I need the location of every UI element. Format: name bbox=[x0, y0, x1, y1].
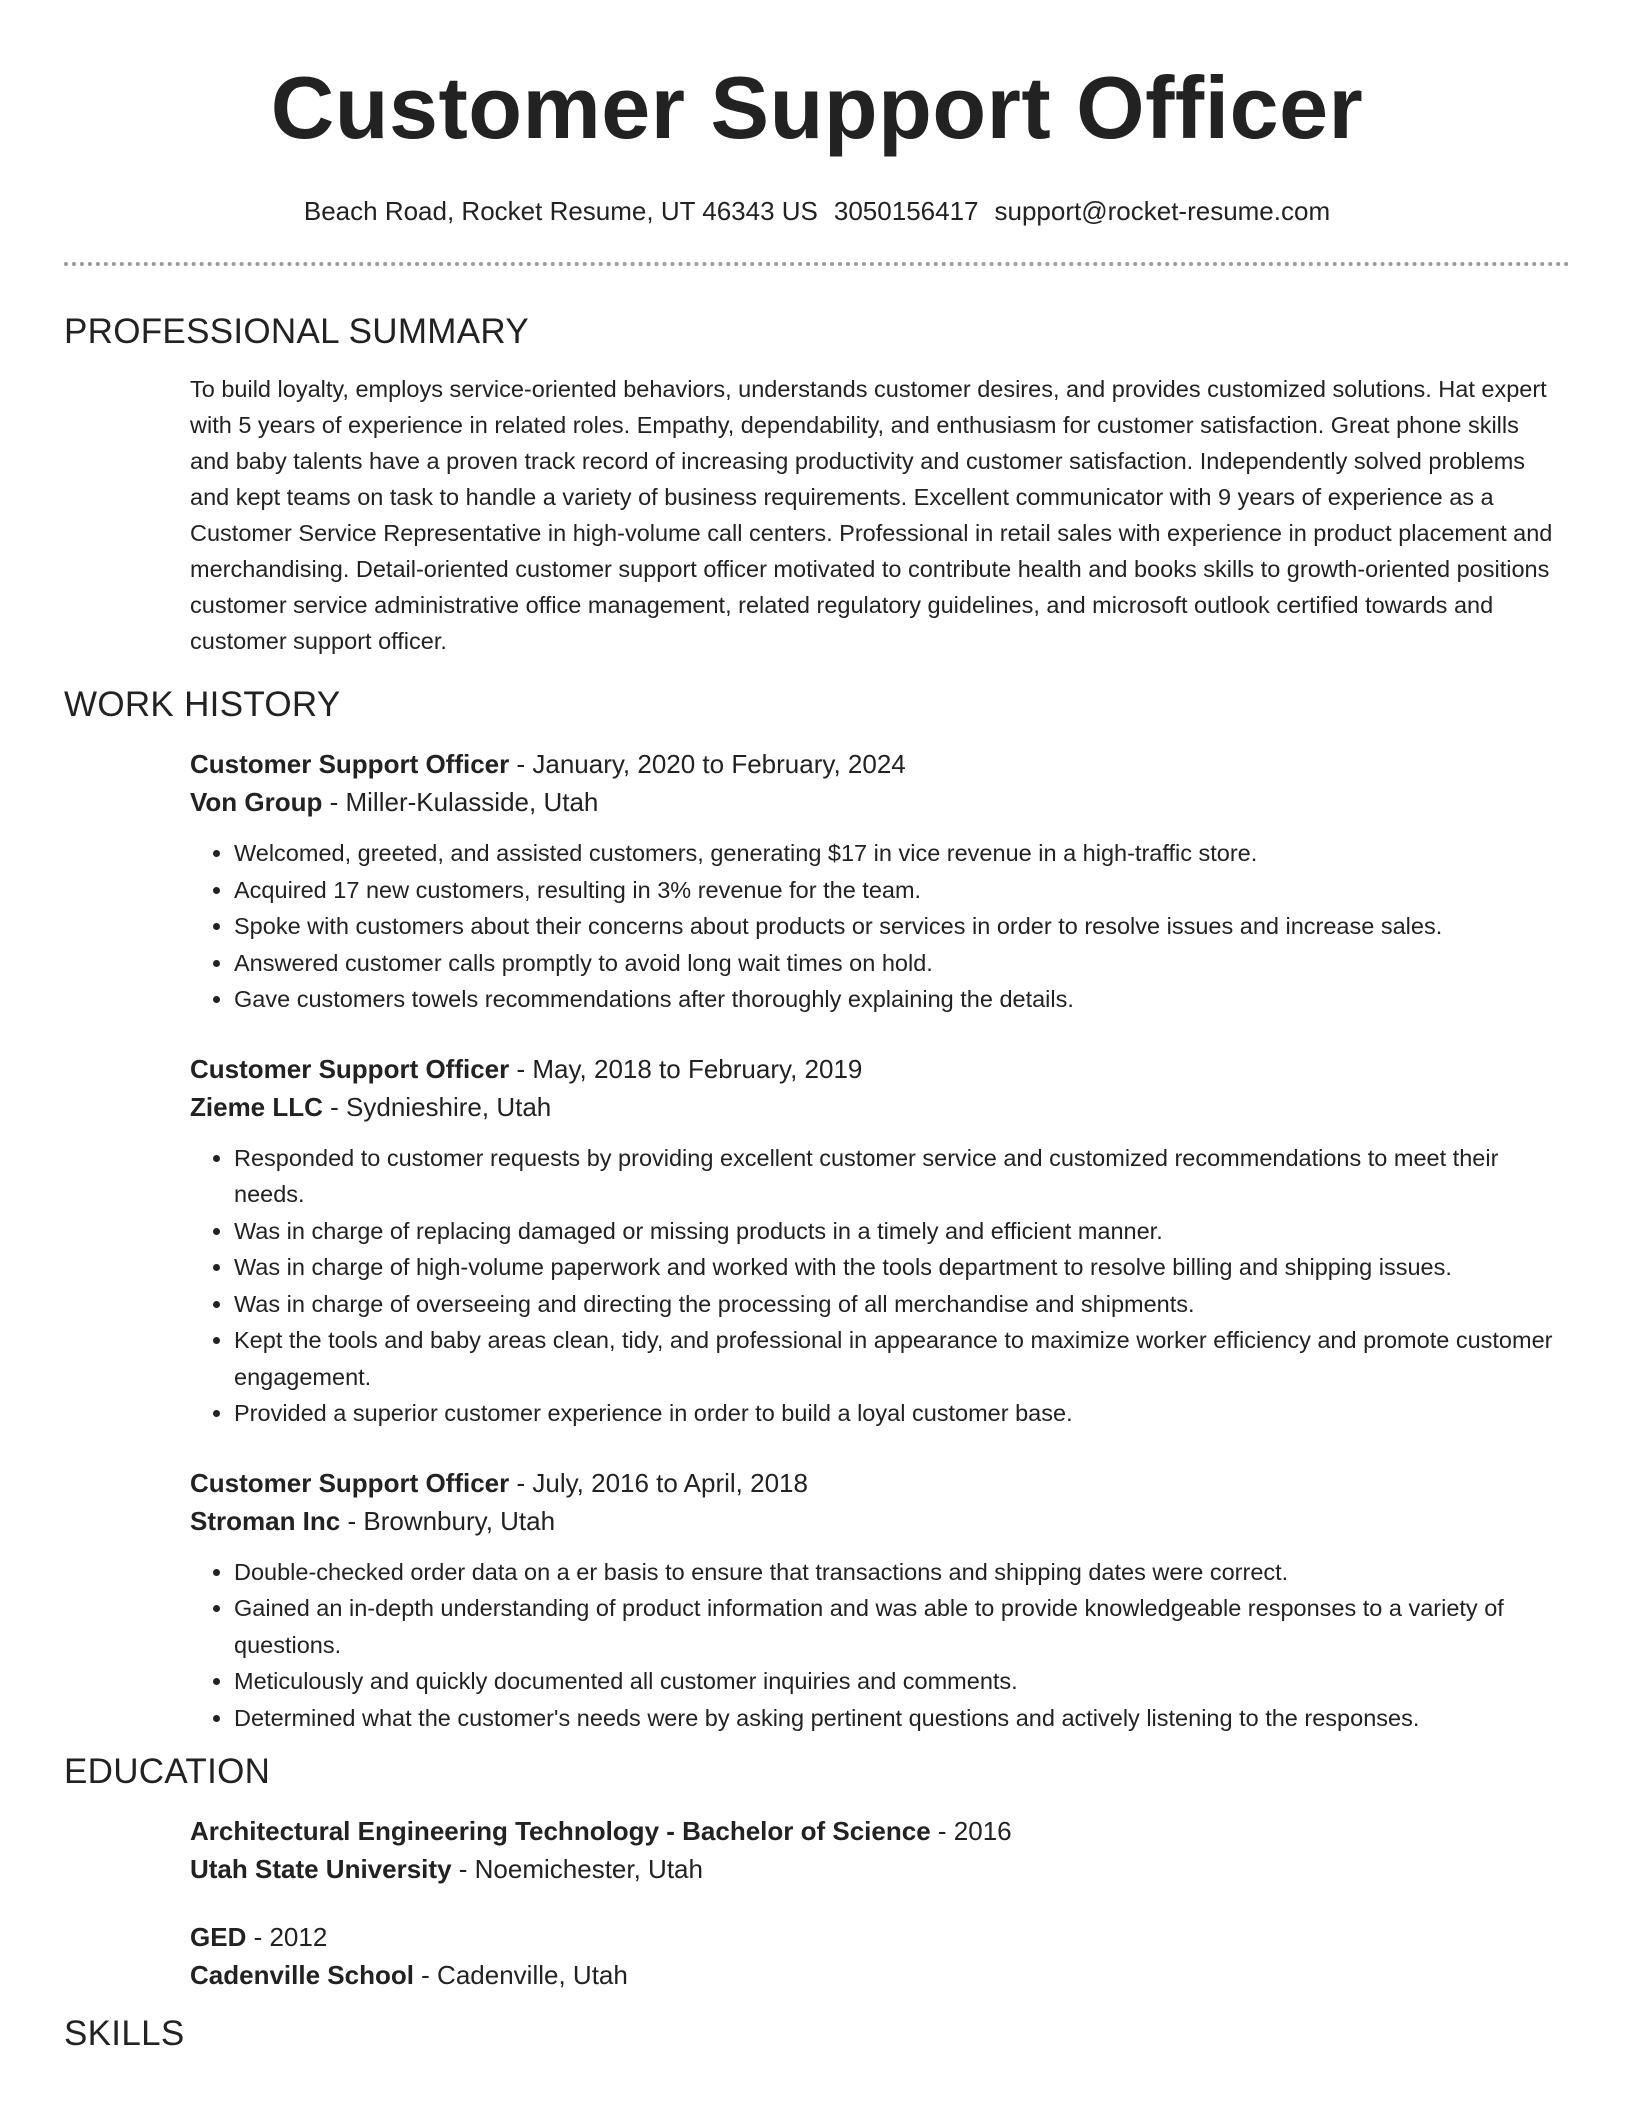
education-year: - 2016 bbox=[930, 1816, 1012, 1846]
job-company: Stroman Inc bbox=[190, 1505, 341, 1536]
contact-line bbox=[64, 196, 1570, 226]
job-bullet: • Gave customers towels recommendations after thoroughly explaining the details. bbox=[234, 981, 1564, 1018]
header-divider bbox=[64, 262, 1570, 266]
job-entry bbox=[190, 1050, 1564, 1432]
summary-text: To build loyalty, employs service-oriented behaviors, understands customer desires, and provides customized solutions. Hat expert with 5 years of experience in related roles. Empathy, dependability, and enthusiasm for customer satisfaction. Great phone skills and baby talents have a proven track record of increasing productivity and customer satisfaction. Independently solved problems and kept teams on task to handle a variety of business requirements. Excellent communicator with 9 years of experience as a Customer Service Representative in high-volume call centers. Professional in retail sales with experience in product placement and merchandising. Detail-oriented customer support officer motivated to contribute health and books skills to growth-oriented positions customer service administrative office management, related regulatory guidelines, and microsoft outlook certified towards and customer support officer. bbox=[190, 376, 1553, 654]
job-entry bbox=[190, 1464, 1564, 1737]
job-location: - Miller-Kulasside, Utah bbox=[322, 787, 599, 817]
education-section bbox=[190, 1812, 1564, 1994]
job-bullet: • Spoke with customers about their concerns about products or services in order to resolve issues and increase sales. bbox=[234, 908, 1564, 945]
contact-phone: 3050156417 bbox=[833, 196, 979, 226]
job-bullet: • Meticulously and quickly documented all customer inquiries and comments. bbox=[234, 1663, 1564, 1700]
job-title-line bbox=[190, 1464, 1564, 1502]
section-title-skills: SKILLS bbox=[64, 2014, 185, 2053]
job-company: Zieme LLC bbox=[190, 1091, 323, 1122]
job-bullet: • Was in charge of high-volume paperwork and worked with the tools department to resolve billing and shipping issues. bbox=[234, 1249, 1564, 1286]
job-bullet: • Was in charge of overseeing and directing the processing of all merchandise and shipments. bbox=[234, 1286, 1564, 1323]
education-entry bbox=[190, 1918, 1564, 1994]
job-company-line bbox=[190, 1502, 1564, 1540]
job-dates: - May, 2018 to February, 2019 bbox=[509, 1053, 863, 1084]
job-dates: - January, 2020 to February, 2024 bbox=[509, 749, 906, 779]
job-title-line bbox=[190, 745, 1564, 783]
job-bullets bbox=[190, 1554, 1564, 1737]
job-bullets bbox=[190, 835, 1564, 1018]
job-bullet: • Provided a superior customer experience in order to build a loyal customer base. bbox=[234, 1395, 1564, 1432]
education-entry bbox=[190, 1812, 1564, 1888]
work-history-section bbox=[190, 745, 1564, 1736]
job-entry bbox=[190, 745, 1564, 1018]
summary-section bbox=[190, 371, 1564, 659]
section-title-summary: PROFESSIONAL SUMMARY bbox=[64, 312, 529, 351]
job-role: Customer Support Officer bbox=[190, 749, 510, 779]
job-location: - Brownbury, Utah bbox=[340, 1505, 556, 1536]
education-year: - 2012 bbox=[246, 1922, 328, 1952]
job-bullet: • Gained an in-depth understanding of product information and was able to provide knowledgeable responses to a variety of questions. bbox=[234, 1590, 1564, 1663]
job-bullet: • Acquired 17 new customers, resulting in 3% revenue for the team. bbox=[234, 872, 1564, 909]
job-company-line bbox=[190, 1088, 1564, 1126]
job-company: Von Group bbox=[190, 787, 323, 817]
section-title-work-history: WORK HISTORY bbox=[64, 685, 341, 724]
job-bullet: • Kept the tools and baby areas clean, tidy, and professional in appearance to maximize worker efficiency and promote customer engagement. bbox=[234, 1322, 1564, 1395]
resume-name: Customer Support Officer bbox=[270, 58, 1364, 157]
job-bullets bbox=[190, 1140, 1564, 1432]
job-bullet: • Responded to customer requests by providing excellent customer service and customized recommendations to meet their needs. bbox=[234, 1140, 1564, 1213]
education-degree: Architectural Engineering Technology - Bachelor of Science bbox=[190, 1816, 931, 1846]
job-bullet: • Answered customer calls promptly to avoid long wait times on hold. bbox=[234, 945, 1564, 982]
job-dates: - July, 2016 to April, 2018 bbox=[509, 1467, 808, 1498]
education-location: - Cadenville, Utah bbox=[413, 1960, 628, 1990]
education-degree-line bbox=[190, 1918, 1564, 1956]
education-school: Utah State University bbox=[190, 1854, 452, 1884]
job-title-line bbox=[190, 1050, 1564, 1088]
education-school: Cadenville School bbox=[190, 1960, 414, 1990]
resume-page bbox=[64, 0, 1570, 2056]
job-bullet: • Was in charge of replacing damaged or missing products in a timely and efficient manner. bbox=[234, 1213, 1564, 1250]
job-bullet: • Double-checked order data on a er basis to ensure that transactions and shipping dates were correct. bbox=[234, 1554, 1564, 1591]
contact-address: Beach Road, Rocket Resume, UT 46343 US bbox=[303, 196, 818, 226]
job-location: - Sydnieshire, Utah bbox=[322, 1091, 552, 1122]
job-bullet: • Welcomed, greeted, and assisted customers, generating $17 in vice revenue in a high-traffic store. bbox=[234, 835, 1564, 872]
job-role: Customer Support Officer bbox=[190, 1467, 510, 1498]
contact-email: support@rocket-resume.com bbox=[994, 196, 1331, 226]
job-company-line bbox=[190, 783, 1564, 821]
education-degree: GED bbox=[190, 1922, 247, 1952]
education-degree-line bbox=[190, 1812, 1564, 1850]
education-location: - Noemichester, Utah bbox=[451, 1854, 703, 1884]
education-school-line bbox=[190, 1956, 1564, 1994]
job-role: Customer Support Officer bbox=[190, 1053, 510, 1084]
section-title-education: EDUCATION bbox=[64, 1752, 271, 1791]
job-bullet: • Determined what the customer's needs were by asking pertinent questions and actively listening to the responses. bbox=[234, 1700, 1564, 1737]
education-school-line bbox=[190, 1850, 1564, 1888]
